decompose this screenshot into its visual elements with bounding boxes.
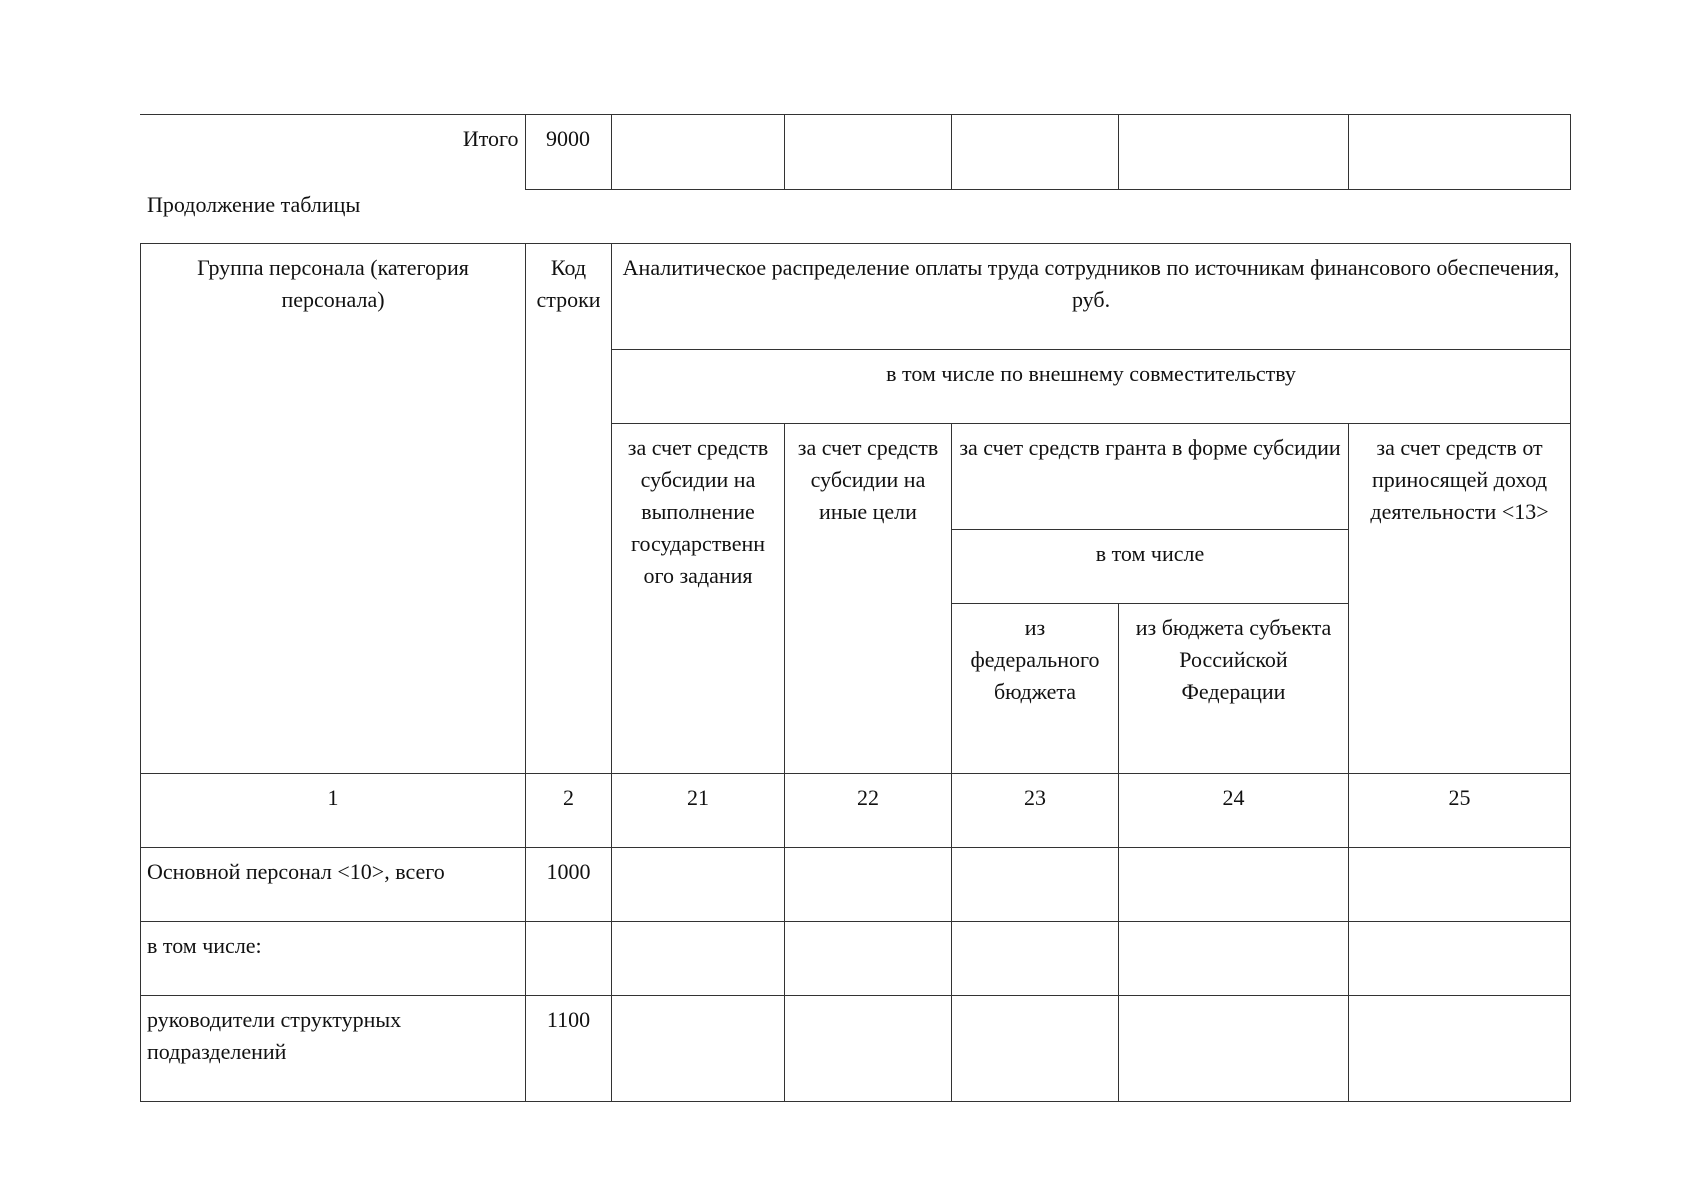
total-label: Итого xyxy=(140,115,525,190)
header-group: Группа персонала (категория персонала) xyxy=(141,244,526,774)
row-label: Основной персонал <10>, всего xyxy=(141,848,526,922)
data-cell xyxy=(1349,922,1571,996)
data-cell xyxy=(785,922,952,996)
header-incl: в том числе xyxy=(952,530,1349,604)
header-federal: из федерального бюджета xyxy=(952,604,1119,774)
row-code: 1100 xyxy=(526,996,612,1102)
table-row xyxy=(141,848,1571,922)
header-regional: из бюджета субъекта Российской Федерации xyxy=(1119,604,1349,774)
total-cell-23 xyxy=(951,115,1118,190)
data-cell xyxy=(612,996,785,1102)
col-number: 1 xyxy=(141,774,526,848)
total-row xyxy=(140,115,1570,190)
col-number: 2 xyxy=(526,774,612,848)
row-code xyxy=(526,922,612,996)
header-analytic: Аналитическое распределение оплаты труда сотрудников по источникам финансового обеспечения, руб. xyxy=(612,244,1571,350)
col-number: 22 xyxy=(785,774,952,848)
total-cell-22 xyxy=(784,115,951,190)
total-cell-24 xyxy=(1118,115,1348,190)
column-numbers-row xyxy=(141,774,1571,848)
col-number: 25 xyxy=(1349,774,1571,848)
header-grant: за счет средств гранта в форме субсидии xyxy=(952,424,1349,530)
header-external: в том числе по внешнему совместительству xyxy=(612,350,1571,424)
header-subsidy-state-task: за счет средств субсидии на выполнение государственн ого задания xyxy=(612,424,785,774)
total-code: 9000 xyxy=(525,115,611,190)
data-cell xyxy=(785,996,952,1102)
data-cell xyxy=(1119,848,1349,922)
data-cell xyxy=(1119,922,1349,996)
total-cell-21 xyxy=(611,115,784,190)
payroll-table xyxy=(140,243,1571,1102)
row-label: в том числе: xyxy=(141,922,526,996)
data-cell xyxy=(1119,996,1349,1102)
table-row xyxy=(141,922,1571,996)
header-subsidy-other: за счет средств субсидии на иные цели xyxy=(785,424,952,774)
data-cell xyxy=(1349,848,1571,922)
col-number: 21 xyxy=(612,774,785,848)
data-cell xyxy=(952,996,1119,1102)
row-label: руководители структурных подразделений xyxy=(141,996,526,1102)
continuation-label: Продолжение таблицы xyxy=(147,192,361,217)
table-row xyxy=(141,996,1571,1102)
header-code: Код строки xyxy=(526,244,612,774)
col-number: 23 xyxy=(952,774,1119,848)
data-cell xyxy=(952,922,1119,996)
data-cell xyxy=(1349,996,1571,1102)
data-cell xyxy=(785,848,952,922)
data-cell xyxy=(612,848,785,922)
row-code: 1000 xyxy=(526,848,612,922)
header-income: за счет средств от приносящей доход деятельности <13> xyxy=(1349,424,1571,774)
total-cell-25 xyxy=(1348,115,1570,190)
col-number: 24 xyxy=(1119,774,1349,848)
data-cell xyxy=(612,922,785,996)
total-table xyxy=(140,114,1571,190)
data-cell xyxy=(952,848,1119,922)
header-row xyxy=(141,244,1571,350)
